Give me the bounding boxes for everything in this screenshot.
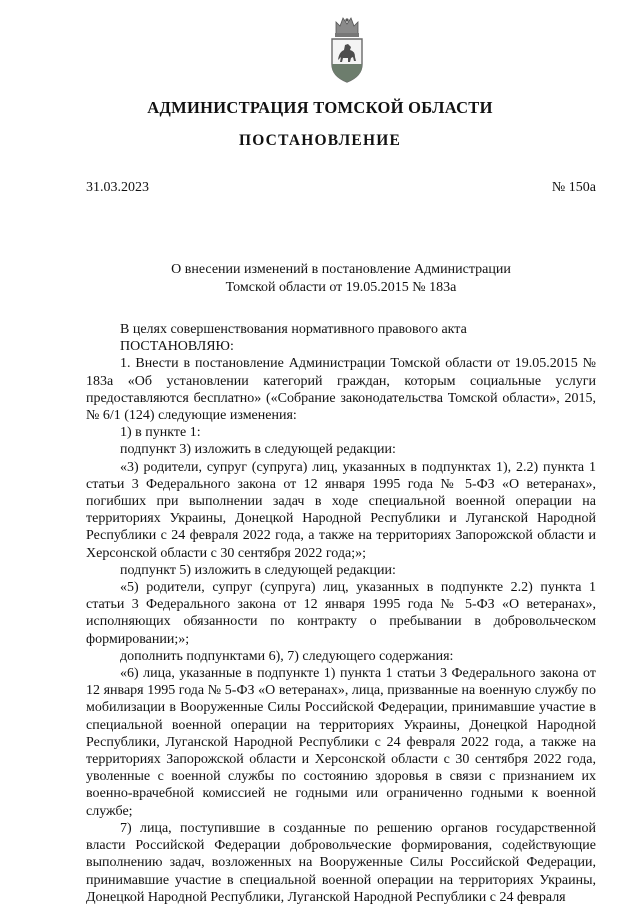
body-paragraph: В целях совершенствования нормативного правового акта xyxy=(120,322,467,337)
document-date: 31.03.2023 xyxy=(86,180,149,195)
document-type: ПОСТАНОВЛЕНИЕ xyxy=(238,132,402,149)
tomsk-oblast-coat-of-arms-icon xyxy=(326,14,368,86)
coat-of-arms-graphic xyxy=(326,14,368,86)
body-paragraph: 1. Внести в постановление Администрации Томской области от 19.05.2015 № 183а «Об установлении категорий граждан, которым социальные услуги предоставляются бесплатно» («Собрание законодательства Томской области», 2015, № 6/1 (124) следующие изменения: xyxy=(86,356,596,424)
body-paragraph: подпункт 5) изложить в следующей редакции: xyxy=(120,562,396,578)
document-subject xyxy=(86,261,596,297)
organization-title: АДМИНИСТРАЦИЯ ТОМСКОЙ ОБЛАСТИ xyxy=(147,98,493,117)
body-paragraph: «5) родители, супруг (супруга) лиц, указанных в подпункте 2.2) пункта 1 статьи 3 Федерального закона от 12 января 1995 года № 5-ФЗ «О ветеранах», исполняющих обязанности по контракту о пребывании в добровольческом формировании;»; xyxy=(86,580,596,647)
body-paragraph: ПОСТАНОВЛЯЮ: xyxy=(120,339,234,355)
subject-line: О внесении изменений в постановление Администрации xyxy=(171,262,511,277)
body-paragraph: «3) родители, супруг (супруга) лиц, указанных в подпунктах 1), 2.2) пункта 1 статьи 3 Федерального закона от 12 января 1995 года № 5-ФЗ «О ветеранах», погибших при выполнении задач в ходе специальной военной операции на территориях Украины, Донецкой Народной Республики и Луганской Народной Республики с 24 февраля 2022 года, а также на территориях Запорожской области и Херсонской области с 30 сентября 2022 года;»; xyxy=(86,459,596,561)
body-paragraph: дополнить подпунктами 6), 7) следующего содержания: xyxy=(120,648,454,664)
document-number: № 150а xyxy=(551,180,596,195)
subject-line: Томской области от 19.05.2015 № 183а xyxy=(225,280,457,295)
body-paragraph: подпункт 3) изложить в следующей редакции: xyxy=(120,442,396,458)
body-paragraph: 7) лица, поступившие в созданные по решению органов государственной власти Российской Федерации добровольческие формирования, содействующие выполнению задач, возложенных на Вооруженные Силы Российской Федерации, принимавшие участие в специальной военной операции на территориях Украины, Донецкой Народной Республики, Луганской Народной Республики с 24 февраля xyxy=(86,820,596,905)
body-paragraph: 1) в пункте 1: xyxy=(120,425,201,441)
document-body xyxy=(86,321,596,906)
body-paragraph: «6) лица, указанные в подпункте 1) пункта 1 статьи 3 Федерального закона от 12 января 1995 года № 5-ФЗ «О ветеранах», лица, призванные на военную службу по мобилизации в Вооруженные Силы Российской Федерации, принимавшие участие в специальной военной операции на территориях Украины, Донецкой Народной Республики, Луганской Народной Республики с 24 февраля 2022 года, а также на территориях Запорожской области и Херсонской области с 30 сентября 2022 года, уволенные с военной службы по состоянию здоровья в связи с признанием их военно-врачебной комиссией не годными или ограниченно годными к военной службе; xyxy=(86,666,596,819)
